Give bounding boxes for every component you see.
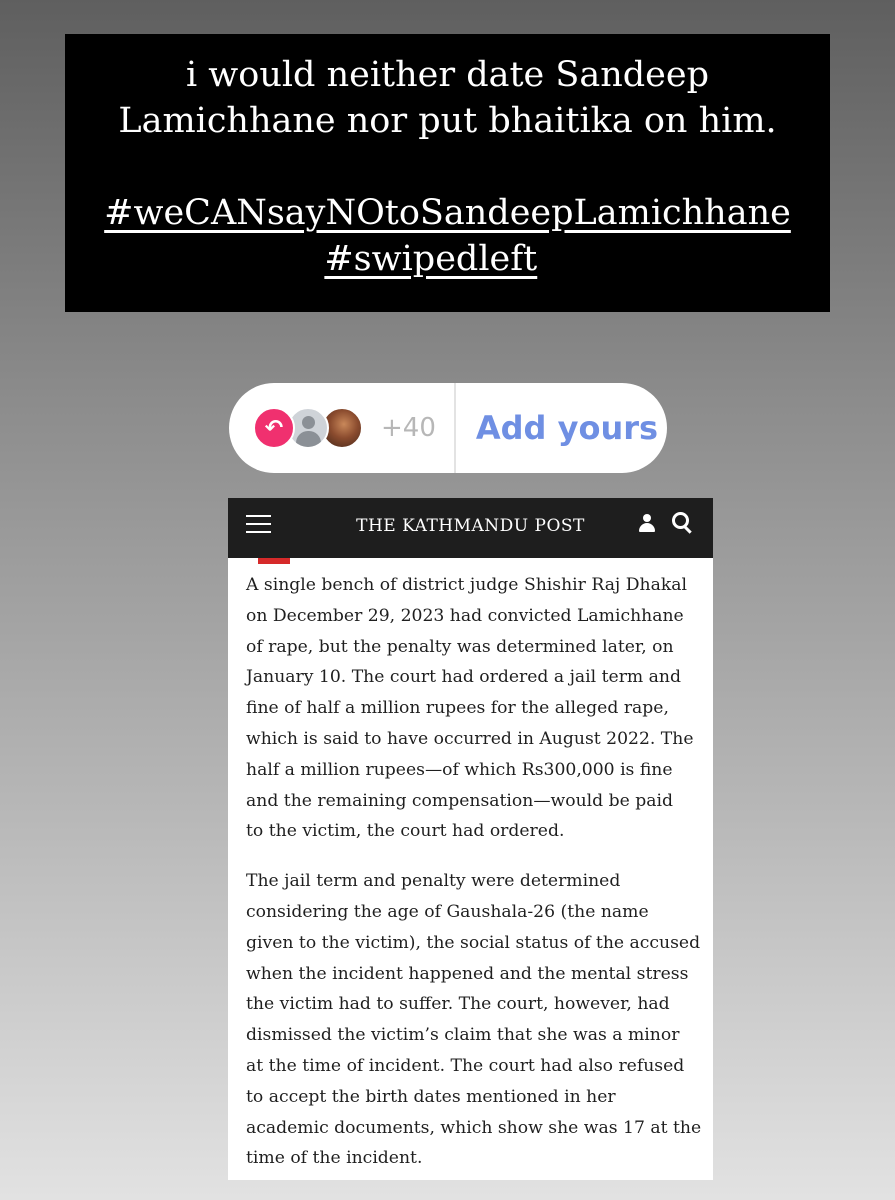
story-line-1: i would neither date Sandeep (185, 55, 710, 95)
divider (454, 383, 456, 473)
add-yours-sticker[interactable] (229, 383, 667, 473)
section-accent-bar (258, 558, 290, 564)
site-logo[interactable]: THE KATHMANDU POST (356, 516, 585, 536)
story-line-2: Lamichhane nor put bhaitika on him. (118, 101, 777, 141)
participant-avatars (253, 407, 363, 449)
reply-icon: ↶ (253, 407, 295, 449)
article-line: of rape, but the penalty was determined later, on (246, 636, 674, 657)
article-line: A single bench of district judge Shishir Raj Dhakal (246, 575, 687, 595)
article-screenshot (228, 498, 713, 1180)
article-line: half a million rupees—of which Rs300,000 is fine (246, 759, 673, 780)
article-line: The jail term and penalty were determined (246, 871, 621, 892)
paragraph-1 (246, 570, 695, 847)
article-line: considering the age of Gaushala-26 (the name (246, 901, 649, 922)
story-text-overlay (65, 34, 830, 312)
hashtag-wecansaynotosandeeplamichhane[interactable]: #weCANsayNOtoSandeepLamichhane (104, 193, 791, 233)
search-icon[interactable] (672, 512, 694, 534)
article-line: which is said to have occurred in August 2022. The (246, 728, 694, 749)
add-yours-button[interactable]: Add yours (475, 409, 659, 447)
article-line: fine of half a million rupees for the alleged rape, (246, 698, 669, 719)
participant-count: +40 (381, 413, 436, 443)
article-body (228, 558, 713, 1174)
article-line: dismissed the victim’s claim that she was a minor (246, 1025, 680, 1046)
paragraph-2 (246, 866, 702, 1174)
article-line: at the time of incident. The court had also refused (246, 1055, 685, 1076)
article-line: to accept the birth dates mentioned in her (246, 1086, 616, 1107)
article-line: when the incident happened and the mental stress (246, 963, 689, 984)
article-line: given to the victim), the social status of the accused (246, 932, 701, 953)
article-line: time of the incident. (246, 1148, 423, 1169)
article-line: and the remaining compensation—would be paid (246, 790, 673, 811)
article-line: academic documents, which show she was 17 at the (246, 1117, 702, 1138)
article-line: on December 29, 2023 had convicted Lamichhane (246, 605, 684, 626)
site-header (228, 498, 713, 558)
article-line: to the victim, the court had ordered. (246, 821, 565, 842)
user-icon[interactable] (638, 514, 656, 534)
hashtag-swipedleft[interactable]: #swipedleft (324, 239, 538, 279)
article-line: January 10. The court had ordered a jail term and (246, 667, 681, 688)
article-line: the victim had to suffer. The court, however, had (246, 994, 670, 1015)
